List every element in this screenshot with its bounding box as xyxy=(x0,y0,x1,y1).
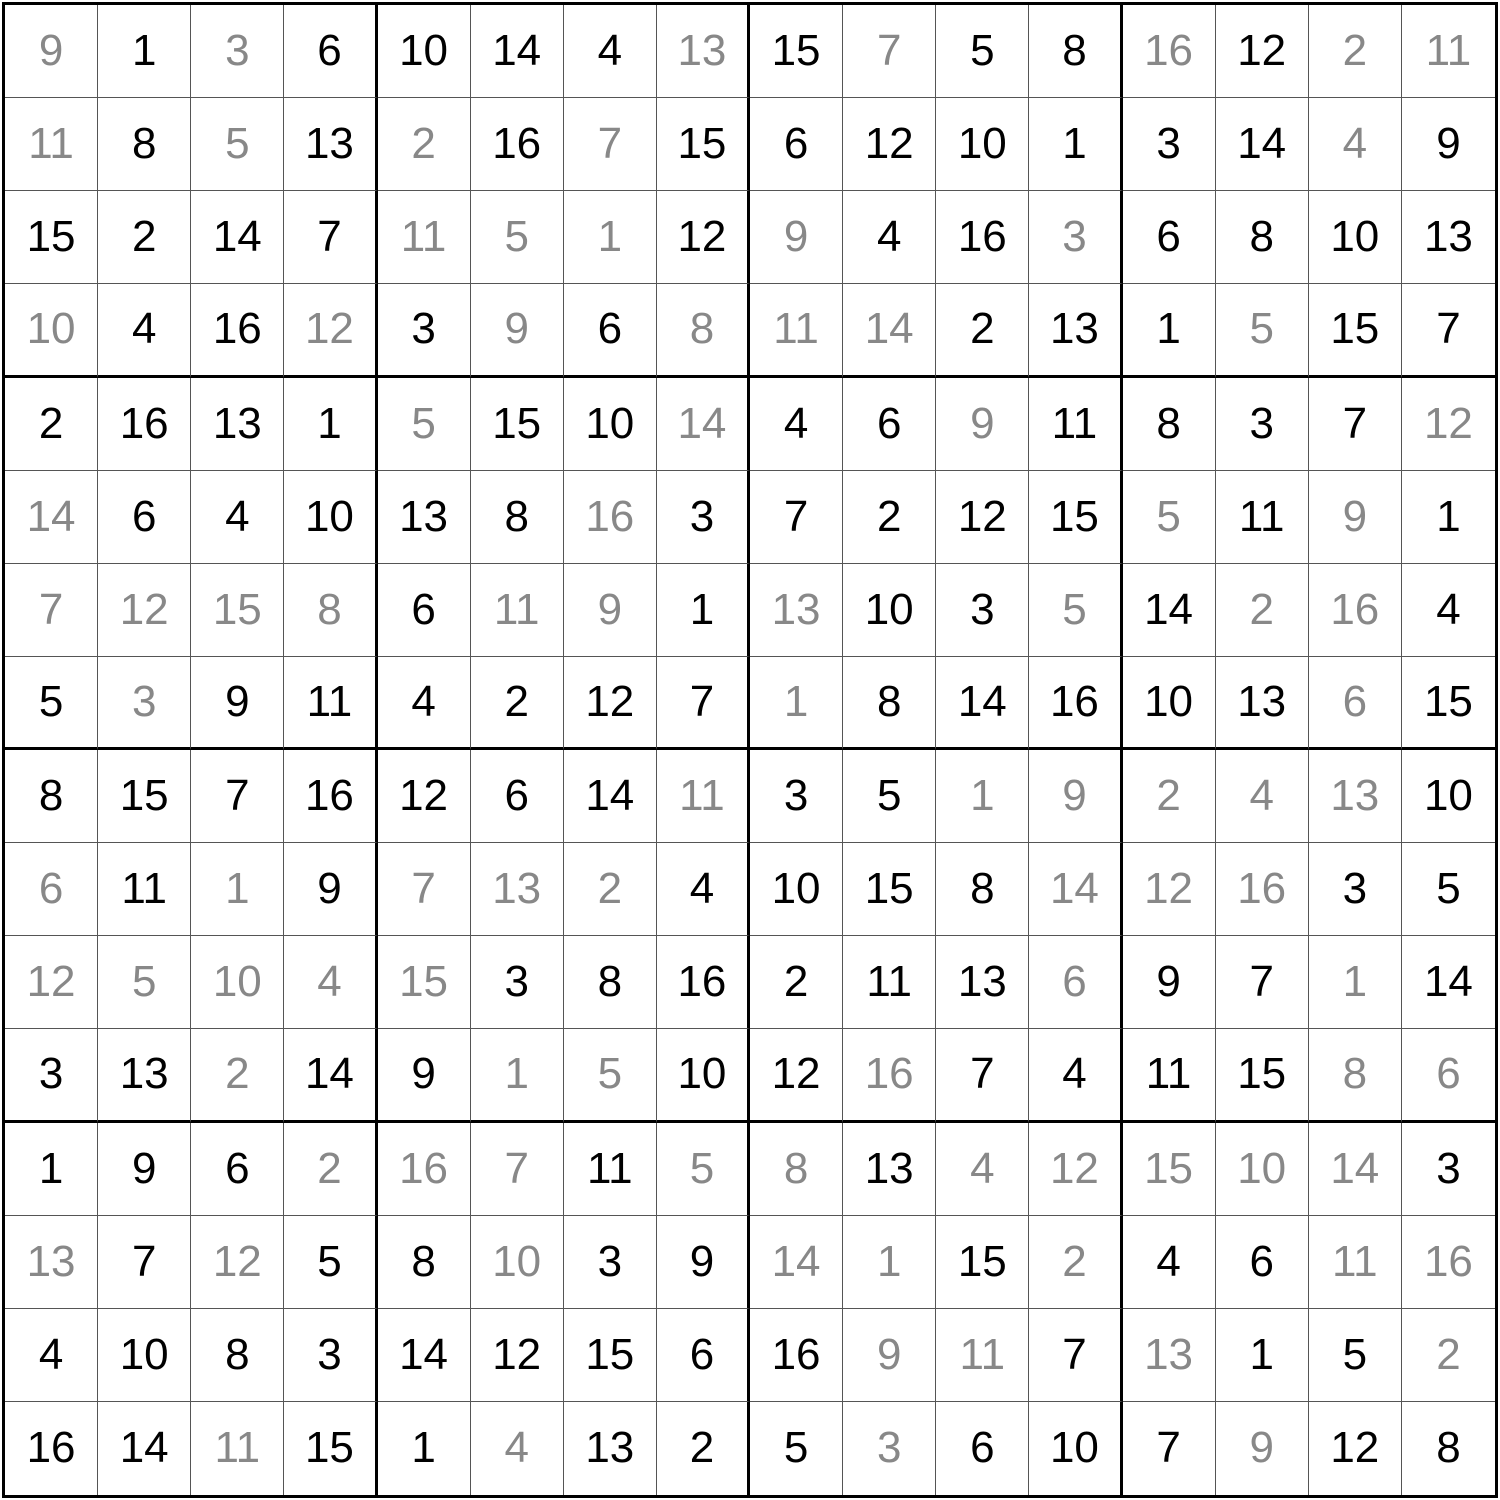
sudoku-cell-r16-c5[interactable]: 1 xyxy=(378,1402,471,1495)
sudoku-cell-r16-c11[interactable]: 6 xyxy=(936,1402,1029,1495)
sudoku-cell-r6-c11[interactable]: 12 xyxy=(936,471,1029,564)
sudoku-cell-r10-c7[interactable]: 2 xyxy=(564,843,657,936)
sudoku-cell-r1-c16[interactable]: 11 xyxy=(1402,5,1495,98)
sudoku-cell-r5-c15[interactable]: 7 xyxy=(1309,378,1402,471)
sudoku-cell-r14-c12[interactable]: 2 xyxy=(1029,1216,1122,1309)
sudoku-cell-r14-c13[interactable]: 4 xyxy=(1123,1216,1216,1309)
sudoku-cell-r4-c13[interactable]: 1 xyxy=(1123,284,1216,377)
sudoku-cell-r16-c13[interactable]: 7 xyxy=(1123,1402,1216,1495)
sudoku-cell-r11-c11[interactable]: 13 xyxy=(936,936,1029,1029)
sudoku-cell-r5-c12[interactable]: 11 xyxy=(1029,378,1122,471)
sudoku-cell-r7-c11[interactable]: 3 xyxy=(936,564,1029,657)
sudoku-cell-r10-c2[interactable]: 11 xyxy=(98,843,191,936)
sudoku-cell-r14-c8[interactable]: 9 xyxy=(657,1216,750,1309)
sudoku-cell-r5-c1[interactable]: 2 xyxy=(5,378,98,471)
sudoku-cell-r6-c9[interactable]: 7 xyxy=(750,471,843,564)
sudoku-cell-r10-c15[interactable]: 3 xyxy=(1309,843,1402,936)
sudoku-cell-r14-c7[interactable]: 3 xyxy=(564,1216,657,1309)
sudoku-cell-r3-c15[interactable]: 10 xyxy=(1309,191,1402,284)
sudoku-cell-r15-c4[interactable]: 3 xyxy=(284,1309,377,1402)
sudoku-cell-r3-c12[interactable]: 3 xyxy=(1029,191,1122,284)
sudoku-cell-r15-c15[interactable]: 5 xyxy=(1309,1309,1402,1402)
sudoku-cell-r8-c5[interactable]: 4 xyxy=(378,657,471,750)
sudoku-cell-r14-c11[interactable]: 15 xyxy=(936,1216,1029,1309)
sudoku-cell-r15-c14[interactable]: 1 xyxy=(1216,1309,1309,1402)
sudoku-cell-r13-c10[interactable]: 13 xyxy=(843,1123,936,1216)
sudoku-cell-r3-c2[interactable]: 2 xyxy=(98,191,191,284)
sudoku-cell-r7-c6[interactable]: 11 xyxy=(471,564,564,657)
sudoku-cell-r6-c13[interactable]: 5 xyxy=(1123,471,1216,564)
sudoku-cell-r5-c14[interactable]: 3 xyxy=(1216,378,1309,471)
sudoku-cell-r7-c1[interactable]: 7 xyxy=(5,564,98,657)
sudoku-cell-r7-c8[interactable]: 1 xyxy=(657,564,750,657)
sudoku-cell-r1-c1[interactable]: 9 xyxy=(5,5,98,98)
sudoku-cell-r11-c14[interactable]: 7 xyxy=(1216,936,1309,1029)
sudoku-cell-r8-c7[interactable]: 12 xyxy=(564,657,657,750)
sudoku-cell-r5-c2[interactable]: 16 xyxy=(98,378,191,471)
sudoku-cell-r9-c12[interactable]: 9 xyxy=(1029,750,1122,843)
sudoku-cell-r6-c5[interactable]: 13 xyxy=(378,471,471,564)
sudoku-cell-r10-c1[interactable]: 6 xyxy=(5,843,98,936)
sudoku-cell-r6-c8[interactable]: 3 xyxy=(657,471,750,564)
sudoku-cell-r8-c10[interactable]: 8 xyxy=(843,657,936,750)
sudoku-cell-r9-c11[interactable]: 1 xyxy=(936,750,1029,843)
sudoku-cell-r11-c5[interactable]: 15 xyxy=(378,936,471,1029)
sudoku-cell-r7-c12[interactable]: 5 xyxy=(1029,564,1122,657)
sudoku-cell-r12-c2[interactable]: 13 xyxy=(98,1029,191,1122)
sudoku-cell-r4-c11[interactable]: 2 xyxy=(936,284,1029,377)
sudoku-cell-r7-c14[interactable]: 2 xyxy=(1216,564,1309,657)
sudoku-cell-r11-c16[interactable]: 14 xyxy=(1402,936,1495,1029)
sudoku-cell-r8-c15[interactable]: 6 xyxy=(1309,657,1402,750)
sudoku-cell-r12-c16[interactable]: 6 xyxy=(1402,1029,1495,1122)
sudoku-cell-r10-c16[interactable]: 5 xyxy=(1402,843,1495,936)
sudoku-cell-r6-c7[interactable]: 16 xyxy=(564,471,657,564)
sudoku-cell-r11-c12[interactable]: 6 xyxy=(1029,936,1122,1029)
sudoku-cell-r3-c5[interactable]: 11 xyxy=(378,191,471,284)
sudoku-cell-r8-c6[interactable]: 2 xyxy=(471,657,564,750)
sudoku-cell-r5-c5[interactable]: 5 xyxy=(378,378,471,471)
sudoku-cell-r4-c10[interactable]: 14 xyxy=(843,284,936,377)
sudoku-cell-r13-c14[interactable]: 10 xyxy=(1216,1123,1309,1216)
sudoku-cell-r2-c14[interactable]: 14 xyxy=(1216,98,1309,191)
sudoku-cell-r15-c3[interactable]: 8 xyxy=(191,1309,284,1402)
sudoku-cell-r7-c16[interactable]: 4 xyxy=(1402,564,1495,657)
sudoku-cell-r5-c7[interactable]: 10 xyxy=(564,378,657,471)
sudoku-cell-r14-c15[interactable]: 11 xyxy=(1309,1216,1402,1309)
sudoku-cell-r13-c13[interactable]: 15 xyxy=(1123,1123,1216,1216)
sudoku-cell-r16-c15[interactable]: 12 xyxy=(1309,1402,1402,1495)
sudoku-cell-r3-c4[interactable]: 7 xyxy=(284,191,377,284)
sudoku-cell-r3-c9[interactable]: 9 xyxy=(750,191,843,284)
sudoku-cell-r12-c12[interactable]: 4 xyxy=(1029,1029,1122,1122)
sudoku-cell-r3-c16[interactable]: 13 xyxy=(1402,191,1495,284)
sudoku-cell-r14-c16[interactable]: 16 xyxy=(1402,1216,1495,1309)
sudoku-cell-r10-c8[interactable]: 4 xyxy=(657,843,750,936)
sudoku-cell-r10-c11[interactable]: 8 xyxy=(936,843,1029,936)
sudoku-cell-r13-c11[interactable]: 4 xyxy=(936,1123,1029,1216)
sudoku-cell-r15-c13[interactable]: 13 xyxy=(1123,1309,1216,1402)
sudoku-cell-r5-c16[interactable]: 12 xyxy=(1402,378,1495,471)
sudoku-cell-r9-c13[interactable]: 2 xyxy=(1123,750,1216,843)
sudoku-cell-r3-c14[interactable]: 8 xyxy=(1216,191,1309,284)
sudoku-cell-r11-c3[interactable]: 10 xyxy=(191,936,284,1029)
sudoku-cell-r9-c6[interactable]: 6 xyxy=(471,750,564,843)
sudoku-cell-r4-c7[interactable]: 6 xyxy=(564,284,657,377)
sudoku-cell-r8-c13[interactable]: 10 xyxy=(1123,657,1216,750)
sudoku-cell-r13-c15[interactable]: 14 xyxy=(1309,1123,1402,1216)
sudoku-cell-r8-c2[interactable]: 3 xyxy=(98,657,191,750)
sudoku-cell-r16-c9[interactable]: 5 xyxy=(750,1402,843,1495)
sudoku-cell-r1-c11[interactable]: 5 xyxy=(936,5,1029,98)
sudoku-cell-r7-c2[interactable]: 12 xyxy=(98,564,191,657)
sudoku-cell-r1-c14[interactable]: 12 xyxy=(1216,5,1309,98)
sudoku-cell-r12-c9[interactable]: 12 xyxy=(750,1029,843,1122)
sudoku-cell-r3-c8[interactable]: 12 xyxy=(657,191,750,284)
sudoku-cell-r2-c11[interactable]: 10 xyxy=(936,98,1029,191)
sudoku-cell-r2-c5[interactable]: 2 xyxy=(378,98,471,191)
sudoku-cell-r8-c3[interactable]: 9 xyxy=(191,657,284,750)
sudoku-cell-r11-c7[interactable]: 8 xyxy=(564,936,657,1029)
sudoku-cell-r11-c15[interactable]: 1 xyxy=(1309,936,1402,1029)
sudoku-cell-r4-c1[interactable]: 10 xyxy=(5,284,98,377)
sudoku-cell-r15-c6[interactable]: 12 xyxy=(471,1309,564,1402)
sudoku-cell-r13-c4[interactable]: 2 xyxy=(284,1123,377,1216)
sudoku-cell-r12-c3[interactable]: 2 xyxy=(191,1029,284,1122)
sudoku-cell-r12-c11[interactable]: 7 xyxy=(936,1029,1029,1122)
sudoku-cell-r6-c1[interactable]: 14 xyxy=(5,471,98,564)
sudoku-cell-r7-c15[interactable]: 16 xyxy=(1309,564,1402,657)
sudoku-cell-r6-c3[interactable]: 4 xyxy=(191,471,284,564)
sudoku-cell-r9-c2[interactable]: 15 xyxy=(98,750,191,843)
sudoku-cell-r1-c6[interactable]: 14 xyxy=(471,5,564,98)
sudoku-cell-r12-c1[interactable]: 3 xyxy=(5,1029,98,1122)
sudoku-cell-r13-c9[interactable]: 8 xyxy=(750,1123,843,1216)
sudoku-cell-r15-c2[interactable]: 10 xyxy=(98,1309,191,1402)
sudoku-cell-r3-c13[interactable]: 6 xyxy=(1123,191,1216,284)
sudoku-cell-r10-c3[interactable]: 1 xyxy=(191,843,284,936)
sudoku-cell-r10-c10[interactable]: 15 xyxy=(843,843,936,936)
sudoku-cell-r13-c1[interactable]: 1 xyxy=(5,1123,98,1216)
sudoku-cell-r6-c15[interactable]: 9 xyxy=(1309,471,1402,564)
sudoku-cell-r8-c11[interactable]: 14 xyxy=(936,657,1029,750)
sudoku-cell-r13-c7[interactable]: 11 xyxy=(564,1123,657,1216)
sudoku-cell-r2-c1[interactable]: 11 xyxy=(5,98,98,191)
sudoku-cell-r1-c12[interactable]: 8 xyxy=(1029,5,1122,98)
sudoku-cell-r2-c8[interactable]: 15 xyxy=(657,98,750,191)
sudoku-cell-r14-c10[interactable]: 1 xyxy=(843,1216,936,1309)
sudoku-cell-r4-c16[interactable]: 7 xyxy=(1402,284,1495,377)
sudoku-cell-r14-c3[interactable]: 12 xyxy=(191,1216,284,1309)
sudoku-cell-r5-c10[interactable]: 6 xyxy=(843,378,936,471)
sudoku-cell-r14-c1[interactable]: 13 xyxy=(5,1216,98,1309)
sudoku-cell-r11-c8[interactable]: 16 xyxy=(657,936,750,1029)
sudoku-cell-r9-c15[interactable]: 13 xyxy=(1309,750,1402,843)
sudoku-cell-r3-c11[interactable]: 16 xyxy=(936,191,1029,284)
sudoku-cell-r12-c13[interactable]: 11 xyxy=(1123,1029,1216,1122)
sudoku-cell-r12-c8[interactable]: 10 xyxy=(657,1029,750,1122)
sudoku-cell-r15-c5[interactable]: 14 xyxy=(378,1309,471,1402)
sudoku-cell-r12-c6[interactable]: 1 xyxy=(471,1029,564,1122)
sudoku-cell-r8-c16[interactable]: 15 xyxy=(1402,657,1495,750)
sudoku-cell-r13-c3[interactable]: 6 xyxy=(191,1123,284,1216)
sudoku-cell-r5-c3[interactable]: 13 xyxy=(191,378,284,471)
sudoku-cell-r16-c6[interactable]: 4 xyxy=(471,1402,564,1495)
sudoku-cell-r10-c4[interactable]: 9 xyxy=(284,843,377,936)
sudoku-cell-r14-c6[interactable]: 10 xyxy=(471,1216,564,1309)
sudoku-cell-r3-c1[interactable]: 15 xyxy=(5,191,98,284)
sudoku-cell-r1-c13[interactable]: 16 xyxy=(1123,5,1216,98)
sudoku-cell-r7-c10[interactable]: 10 xyxy=(843,564,936,657)
sudoku-cell-r3-c10[interactable]: 4 xyxy=(843,191,936,284)
sudoku-cell-r4-c12[interactable]: 13 xyxy=(1029,284,1122,377)
sudoku-cell-r4-c15[interactable]: 15 xyxy=(1309,284,1402,377)
sudoku-cell-r16-c2[interactable]: 14 xyxy=(98,1402,191,1495)
sudoku-cell-r16-c14[interactable]: 9 xyxy=(1216,1402,1309,1495)
sudoku-cell-r7-c9[interactable]: 13 xyxy=(750,564,843,657)
sudoku-cell-r10-c9[interactable]: 10 xyxy=(750,843,843,936)
sudoku-cell-r12-c5[interactable]: 9 xyxy=(378,1029,471,1122)
sudoku-cell-r7-c5[interactable]: 6 xyxy=(378,564,471,657)
sudoku-cell-r2-c3[interactable]: 5 xyxy=(191,98,284,191)
sudoku-cell-r16-c4[interactable]: 15 xyxy=(284,1402,377,1495)
sudoku-cell-r15-c7[interactable]: 15 xyxy=(564,1309,657,1402)
sudoku-cell-r4-c14[interactable]: 5 xyxy=(1216,284,1309,377)
sudoku-cell-r2-c7[interactable]: 7 xyxy=(564,98,657,191)
sudoku-cell-r8-c4[interactable]: 11 xyxy=(284,657,377,750)
sudoku-cell-r11-c13[interactable]: 9 xyxy=(1123,936,1216,1029)
sudoku-cell-r5-c6[interactable]: 15 xyxy=(471,378,564,471)
sudoku-cell-r13-c8[interactable]: 5 xyxy=(657,1123,750,1216)
sudoku-cell-r9-c10[interactable]: 5 xyxy=(843,750,936,843)
sudoku-cell-r13-c5[interactable]: 16 xyxy=(378,1123,471,1216)
sudoku-cell-r1-c5[interactable]: 10 xyxy=(378,5,471,98)
sudoku-cell-r6-c6[interactable]: 8 xyxy=(471,471,564,564)
sudoku-cell-r9-c1[interactable]: 8 xyxy=(5,750,98,843)
sudoku-cell-r12-c7[interactable]: 5 xyxy=(564,1029,657,1122)
sudoku-cell-r2-c16[interactable]: 9 xyxy=(1402,98,1495,191)
sudoku-cell-r2-c10[interactable]: 12 xyxy=(843,98,936,191)
sudoku-cell-r8-c1[interactable]: 5 xyxy=(5,657,98,750)
sudoku-cell-r9-c5[interactable]: 12 xyxy=(378,750,471,843)
sudoku-cell-r12-c15[interactable]: 8 xyxy=(1309,1029,1402,1122)
sudoku-cell-r14-c2[interactable]: 7 xyxy=(98,1216,191,1309)
sudoku-cell-r15-c16[interactable]: 2 xyxy=(1402,1309,1495,1402)
sudoku-cell-r16-c12[interactable]: 10 xyxy=(1029,1402,1122,1495)
sudoku-cell-r9-c7[interactable]: 14 xyxy=(564,750,657,843)
sudoku-cell-r9-c8[interactable]: 11 xyxy=(657,750,750,843)
sudoku-cell-r4-c8[interactable]: 8 xyxy=(657,284,750,377)
sudoku-cell-r16-c3[interactable]: 11 xyxy=(191,1402,284,1495)
sudoku-cell-r8-c12[interactable]: 16 xyxy=(1029,657,1122,750)
sudoku-cell-r4-c3[interactable]: 16 xyxy=(191,284,284,377)
sudoku-cell-r7-c7[interactable]: 9 xyxy=(564,564,657,657)
sudoku-cell-r2-c4[interactable]: 13 xyxy=(284,98,377,191)
sudoku-cell-r3-c7[interactable]: 1 xyxy=(564,191,657,284)
sudoku-cell-r3-c6[interactable]: 5 xyxy=(471,191,564,284)
sudoku-cell-r11-c10[interactable]: 11 xyxy=(843,936,936,1029)
sudoku-cell-r10-c12[interactable]: 14 xyxy=(1029,843,1122,936)
sudoku-cell-r2-c12[interactable]: 1 xyxy=(1029,98,1122,191)
sudoku-cell-r2-c2[interactable]: 8 xyxy=(98,98,191,191)
sudoku-cell-r4-c2[interactable]: 4 xyxy=(98,284,191,377)
sudoku-cell-r1-c7[interactable]: 4 xyxy=(564,5,657,98)
sudoku-cell-r8-c14[interactable]: 13 xyxy=(1216,657,1309,750)
sudoku-cell-r13-c12[interactable]: 12 xyxy=(1029,1123,1122,1216)
sudoku-cell-r12-c10[interactable]: 16 xyxy=(843,1029,936,1122)
sudoku-cell-r10-c13[interactable]: 12 xyxy=(1123,843,1216,936)
sudoku-cell-r9-c9[interactable]: 3 xyxy=(750,750,843,843)
sudoku-cell-r2-c6[interactable]: 16 xyxy=(471,98,564,191)
sudoku-cell-r5-c13[interactable]: 8 xyxy=(1123,378,1216,471)
sudoku-cell-r1-c8[interactable]: 13 xyxy=(657,5,750,98)
sudoku-cell-r9-c3[interactable]: 7 xyxy=(191,750,284,843)
sudoku-cell-r4-c9[interactable]: 11 xyxy=(750,284,843,377)
sudoku-cell-r11-c6[interactable]: 3 xyxy=(471,936,564,1029)
sudoku-cell-r2-c9[interactable]: 6 xyxy=(750,98,843,191)
sudoku-cell-r15-c9[interactable]: 16 xyxy=(750,1309,843,1402)
sudoku-cell-r6-c16[interactable]: 1 xyxy=(1402,471,1495,564)
sudoku-cell-r1-c3[interactable]: 3 xyxy=(191,5,284,98)
sudoku-cell-r14-c9[interactable]: 14 xyxy=(750,1216,843,1309)
sudoku-cell-r9-c16[interactable]: 10 xyxy=(1402,750,1495,843)
sudoku-cell-r11-c9[interactable]: 2 xyxy=(750,936,843,1029)
sudoku-cell-r8-c8[interactable]: 7 xyxy=(657,657,750,750)
sudoku-cell-r11-c1[interactable]: 12 xyxy=(5,936,98,1029)
sudoku-cell-r5-c9[interactable]: 4 xyxy=(750,378,843,471)
sudoku-cell-r15-c8[interactable]: 6 xyxy=(657,1309,750,1402)
sudoku-cell-r1-c4[interactable]: 6 xyxy=(284,5,377,98)
sudoku-cell-r15-c11[interactable]: 11 xyxy=(936,1309,1029,1402)
sudoku-cell-r15-c1[interactable]: 4 xyxy=(5,1309,98,1402)
sudoku-cell-r6-c12[interactable]: 15 xyxy=(1029,471,1122,564)
sudoku-cell-r6-c2[interactable]: 6 xyxy=(98,471,191,564)
sudoku-cell-r3-c3[interactable]: 14 xyxy=(191,191,284,284)
sudoku-cell-r13-c2[interactable]: 9 xyxy=(98,1123,191,1216)
sudoku-cell-r15-c12[interactable]: 7 xyxy=(1029,1309,1122,1402)
sudoku-cell-r5-c8[interactable]: 14 xyxy=(657,378,750,471)
sudoku-cell-r6-c14[interactable]: 11 xyxy=(1216,471,1309,564)
sudoku-cell-r4-c4[interactable]: 12 xyxy=(284,284,377,377)
sudoku-cell-r14-c5[interactable]: 8 xyxy=(378,1216,471,1309)
sudoku-cell-r16-c8[interactable]: 2 xyxy=(657,1402,750,1495)
sudoku-cell-r14-c14[interactable]: 6 xyxy=(1216,1216,1309,1309)
sudoku-cell-r1-c9[interactable]: 15 xyxy=(750,5,843,98)
sudoku-cell-r10-c6[interactable]: 13 xyxy=(471,843,564,936)
sudoku-cell-r16-c10[interactable]: 3 xyxy=(843,1402,936,1495)
sudoku-cell-r6-c4[interactable]: 10 xyxy=(284,471,377,564)
sudoku-cell-r16-c16[interactable]: 8 xyxy=(1436,1423,1461,1473)
sudoku-cell-r9-c4[interactable]: 16 xyxy=(284,750,377,843)
sudoku-cell-r5-c11[interactable]: 9 xyxy=(936,378,1029,471)
sudoku-cell-r13-c6[interactable]: 7 xyxy=(471,1123,564,1216)
sudoku-cell-r10-c5[interactable]: 7 xyxy=(378,843,471,936)
sudoku-cell-r11-c4[interactable]: 4 xyxy=(284,936,377,1029)
sudoku-cell-r13-c16[interactable]: 3 xyxy=(1402,1123,1495,1216)
sudoku-cell-r7-c3[interactable]: 15 xyxy=(191,564,284,657)
sudoku-cell-r12-c4[interactable]: 14 xyxy=(284,1029,377,1122)
sudoku-cell-r6-c10[interactable]: 2 xyxy=(843,471,936,564)
sudoku-cell-r9-c14[interactable]: 4 xyxy=(1216,750,1309,843)
sudoku-board xyxy=(2,2,1498,1498)
sudoku-cell-r2-c15[interactable]: 4 xyxy=(1309,98,1402,191)
sudoku-cell-r15-c10[interactable]: 9 xyxy=(843,1309,936,1402)
sudoku-cell-r1-c15[interactable]: 2 xyxy=(1309,5,1402,98)
sudoku-cell-r7-c4[interactable]: 8 xyxy=(284,564,377,657)
sudoku-cell-r4-c5[interactable]: 3 xyxy=(378,284,471,377)
sudoku-cell-r11-c2[interactable]: 5 xyxy=(98,936,191,1029)
sudoku-cell-r1-c10[interactable]: 7 xyxy=(843,5,936,98)
sudoku-cell-r8-c9[interactable]: 1 xyxy=(750,657,843,750)
sudoku-cell-r7-c13[interactable]: 14 xyxy=(1123,564,1216,657)
sudoku-cell-r1-c2[interactable]: 1 xyxy=(98,5,191,98)
sudoku-cell-r12-c14[interactable]: 15 xyxy=(1216,1029,1309,1122)
sudoku-cell-r14-c4[interactable]: 5 xyxy=(284,1216,377,1309)
sudoku-cell-r5-c4[interactable]: 1 xyxy=(284,378,377,471)
sudoku-cell-r2-c13[interactable]: 3 xyxy=(1123,98,1216,191)
sudoku-cell-r10-c14[interactable]: 16 xyxy=(1216,843,1309,936)
sudoku-cell-r4-c6[interactable]: 9 xyxy=(471,284,564,377)
sudoku-cell-r16-c7[interactable]: 13 xyxy=(564,1402,657,1495)
sudoku-cell-r16-c1[interactable]: 16 xyxy=(5,1402,98,1495)
